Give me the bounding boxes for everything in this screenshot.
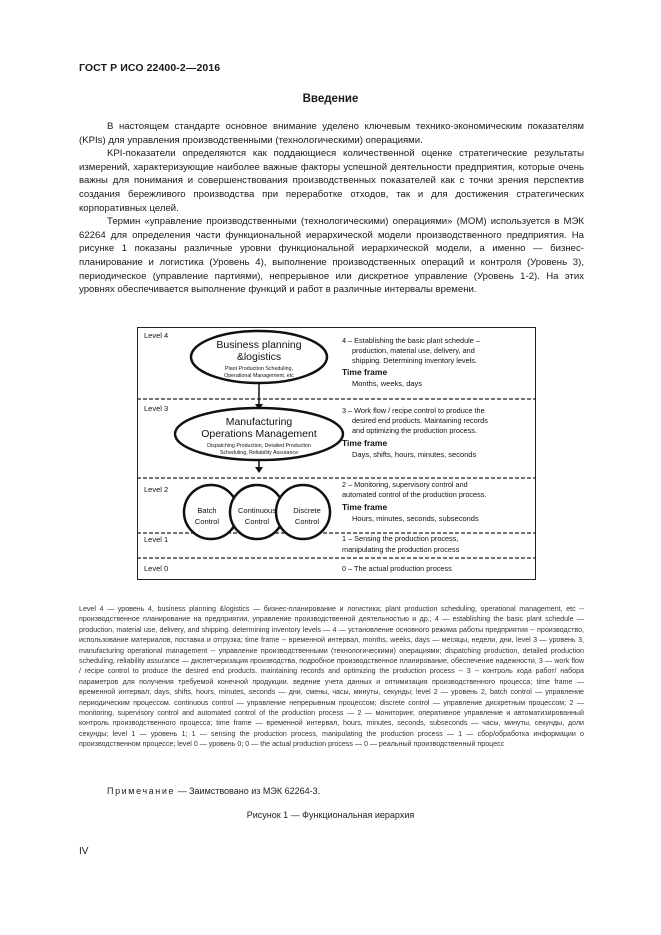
batch-control-line-2: Control (194, 517, 220, 526)
figure-caption: Рисунок 1 — Функциональная иерархия (246, 810, 415, 820)
level2-desc-2: automated control of the production process. (342, 490, 487, 499)
level-4-label: Level 4 (144, 331, 169, 340)
introduction-body (79, 120, 584, 297)
level0-desc-1: 0 – The actual production process (342, 564, 452, 573)
document-header: ГОСТ Р ИСО 22400-2—2016 (79, 62, 221, 74)
level4-desc-1: 4 – Establishing the basic plant schedule – (342, 336, 480, 345)
level3-timeframe-label: Time frame (342, 438, 388, 448)
level3-oval-sub-2: Scheduling, Reliability Assurance (219, 450, 299, 456)
level3-desc-3: and optimizing the production process. (352, 426, 477, 435)
level4-desc-3: shipping. Determining inventory levels. (352, 356, 477, 365)
section-title: Введение (302, 93, 359, 105)
functional-hierarchy-figure (137, 327, 536, 580)
level-0-label: Level 0 (144, 564, 169, 573)
level4-desc-2: production, material use, delivery, and (352, 346, 475, 355)
page-number: IV (79, 846, 89, 857)
level3-desc-1: 3 – Work flow / recipe control to produce the (342, 406, 485, 415)
operations-management-title: Operations Management (201, 428, 317, 440)
batch-control-line-1: Batch (197, 506, 217, 515)
note-text: — Заимствовано из МЭК 62264-3. (175, 786, 321, 796)
figure-note (107, 786, 320, 796)
paragraph-2: KPI-показатели определяются как поддающиеся количественной оценке стратегические результаты измерений, характеризующие наиболее важные факторы успешной деятельности предприятия, которые очень важны для понимания и совершенствования производственных показателей как с точки зрения перспектив создания бережливого производства при переработке отходов, так и для достижения стратегических корпоративных целей. (79, 148, 584, 214)
level3-oval-sub-1: Dispatching Production, Detailed Production (207, 443, 311, 449)
level3-timeframe-value: Days, shifts, hours, minutes, seconds (352, 450, 477, 459)
discrete-control-line-1: Discrete (293, 506, 321, 515)
continuous-control-line-2: Control (244, 517, 270, 526)
level4-oval-sub-1: Plant Production Scheduling, (224, 366, 294, 372)
level2-timeframe-value: Hours, minutes, seconds, subseconds (352, 514, 479, 523)
level2-timeframe-label: Time frame (342, 502, 388, 512)
level3-desc-2: desired end products. Maintaining records (352, 416, 488, 425)
level4-oval-sub-2: Operational Management, etc (224, 373, 294, 379)
level1-desc-1: 1 – Sensing the production process, (342, 534, 459, 543)
level1-desc-2: manipulating the production process (342, 545, 460, 554)
paragraph-1: В настоящем стандарте основное внимание уделено ключевым технико-экономическим показателям (KPIs) для управления производственными (технологическими) операциями. (79, 121, 584, 146)
discrete-control-line-2: Control (294, 517, 320, 526)
level4-timeframe-value: Months, weeks, days (352, 379, 423, 388)
level-3-label: Level 3 (144, 404, 169, 413)
level-1-label: Level 1 (144, 535, 169, 544)
paragraph-3: Термин «управление производственными (технологическими) операциями» (МОМ) используется в МЭК 62264 для определения части функциональной иерархической модели производственного предприятия. На рисунке 1 показаны различные уровни функциональной иерархической модели, а именно — бизнес-планирование и логистика (Уровень 4), выполнение производственных операций и контроля (Уровень 3), периодическое (управление партиями), непрерывное или дискретное управление (Уровень 1-2). На этих уровнях обеспечивается выполнение функций и работ в различные интервалы времени. (79, 216, 584, 296)
level-2-label: Level 2 (144, 485, 169, 494)
note-label: Примечание (107, 786, 176, 796)
logistics-title: &logistics (236, 351, 282, 363)
level4-timeframe-label: Time frame (342, 367, 388, 377)
business-planning-title: Business planning (216, 339, 302, 351)
figure-legend: Level 4 — уровень 4, business planning &logistics — бизнес-планирование и логистика; plant production scheduling, operational management, etc -- производственное планирование на предприятии, управление производственной деятельностью и др.; 4 — establishing the basic plant schedule — production, material use, delivery, and shipping. determining inventory levels — 4 — установление основного режима работы предприятия -- производство, использование материалов, поставка и отгрузка; time frame -- временной интервал, months, weeks, days — месяцы, недели, дни, level 3 — уровень 3, manufacturing operational management -- управление производственными (технологическими) операциями; dispatching production, detailed production scheduling, reliability assurance — диспетчеризация производства, подробное производственное планирование, обеспечение надежности, 3 — work flow / recipe control to produce the desired end products. maintaining records and optimizing the production process -- 3 -- контроль хода работ/ набора параметров для получения требуемой конечной продукции. ведение учета данных и оптимизация производственного процесса; time frame — временной интервал; days, shifts, hours, minutes, seconds — дни, смены, часы, минуты, секунды; level 2 — уровень 2, batch control — управление периодическим процессом. continuous control — управление непрерывным процессом; discrete control — управление дискретным процессом; 2 — monitoring, supervisory control and automated control of the production process — 2 — мониторинг, оперативное управление и автоматизированный контроль производственного процесса; time frame — временной интервал, hours, minutes, seconds, subseconds — часы, минуты, секунды, доли секунды; level 1 — уровень 1; 1 — sensing the production process, manipulating the production process — 1 — сбор/обработка информации о производственном процессе; level 0 — уровень 0; 0 — the actual production process — 0 — реальный производственный процесс (79, 605, 584, 749)
manufacturing-title: Manufacturing (225, 416, 293, 428)
level2-desc-1: 2 – Monitoring, supervisory control and (342, 480, 468, 489)
continuous-control-line-1: Continuous (238, 506, 276, 515)
